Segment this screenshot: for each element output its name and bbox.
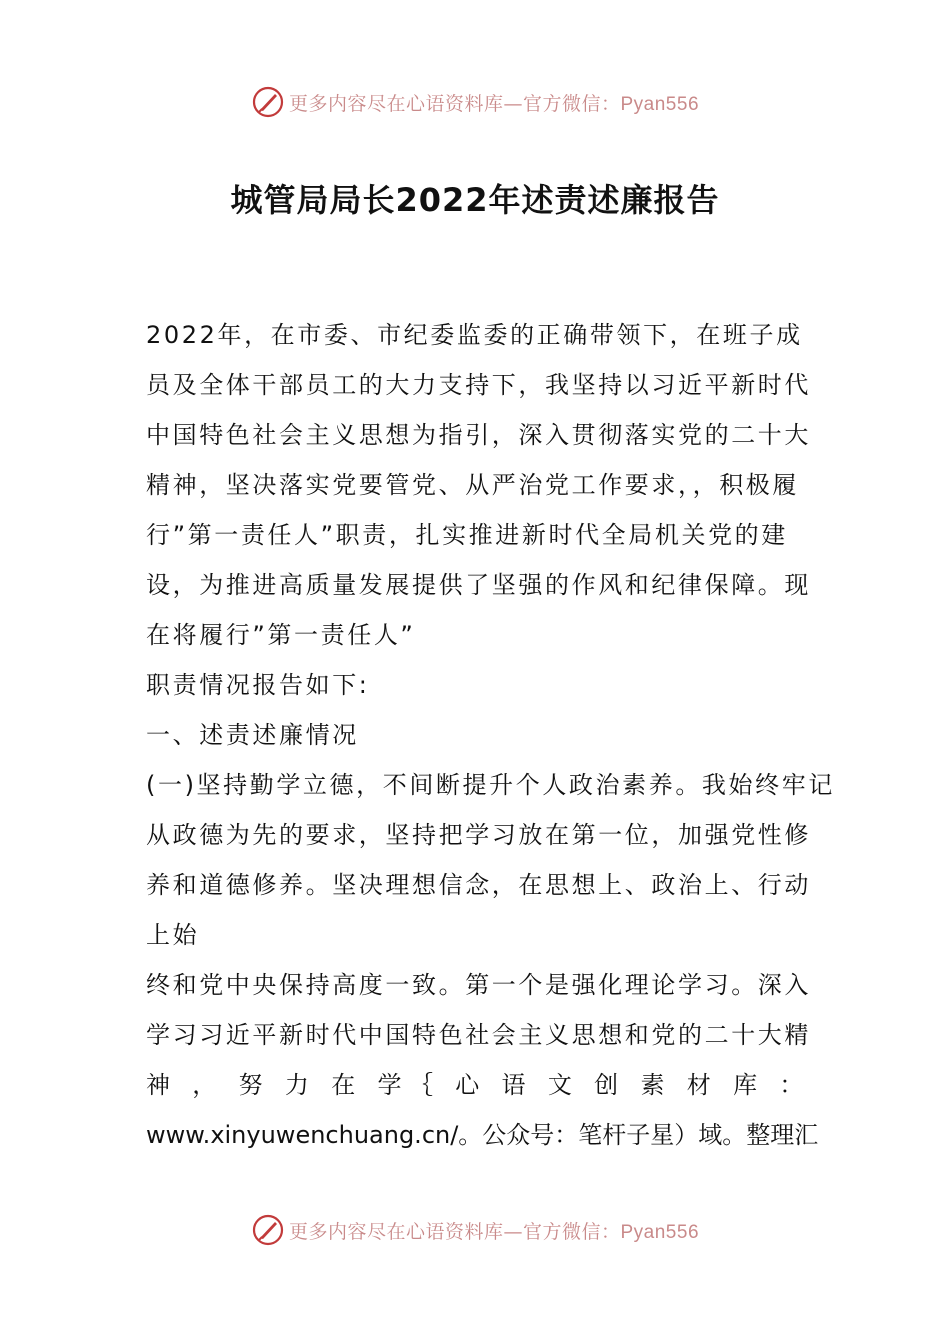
body-line: 设，为推进高质量发展提供了坚强的作风和纪律保障。现	[146, 571, 811, 599]
body-line: 职责情况报告如下:	[146, 671, 370, 699]
document-body	[146, 310, 835, 1160]
quill-logo-icon	[251, 85, 285, 119]
body-line: 学习习近平新时代中国特色社会主义思想和党的二十大精	[146, 1021, 811, 1049]
body-line: 行”第一责任人”职责，扎实推进新时代全局机关党的建	[146, 521, 788, 549]
watermark-text: 更多内容尽在心语资料库—官方微信：Pyan556	[288, 1220, 700, 1243]
section-heading: 一、述责述廉情况	[146, 721, 359, 749]
body-line: 上始	[146, 921, 200, 949]
body-line: (一)坚持勤学立德，不间断提升个人政治素养。我始终牢记	[146, 771, 835, 799]
body-line: 2022年，在市委、市纪委监委的正确带领下，在班子成	[146, 321, 803, 349]
body-line: 终和党中央保持高度一致。第一个是强化理论学习。深入	[146, 971, 811, 999]
watermark-footer	[0, 1210, 950, 1250]
watermark-wechat-id: Pyan556	[620, 1221, 700, 1243]
watermark-header	[0, 82, 950, 122]
body-line: 中国特色社会主义思想为指引，深入贯彻落实党的二十大	[146, 421, 811, 449]
quill-logo-icon	[251, 1213, 285, 1247]
watermark-wechat-id: Pyan556	[620, 93, 700, 115]
body-line: 员及全体干部员工的大力支持下，我坚持以习近平新时代	[146, 371, 811, 399]
body-line: 在将履行”第一责任人”	[146, 621, 416, 649]
body-line: 神 ， 努 力 在 学｛ 心 语 文 创 素 材 库 ：	[146, 1071, 806, 1099]
document-title: 城管局局长2022年述责述廉报告	[230, 181, 720, 219]
watermark-text: 更多内容尽在心语资料库—官方微信：Pyan556	[288, 92, 700, 115]
body-line: 养和道德修养。坚决理想信念，在思想上、政治上、行动	[146, 871, 811, 899]
body-line: 从政德为先的要求，坚持把学习放在第一位，加强党性修	[146, 821, 811, 849]
body-line: www.xinyuwenchuang.cn/。公众号：笔杆子星）域。整理汇	[146, 1121, 819, 1149]
body-line: 精神，坚决落实党要管党、从严治党工作要求，，积极履	[146, 471, 799, 499]
